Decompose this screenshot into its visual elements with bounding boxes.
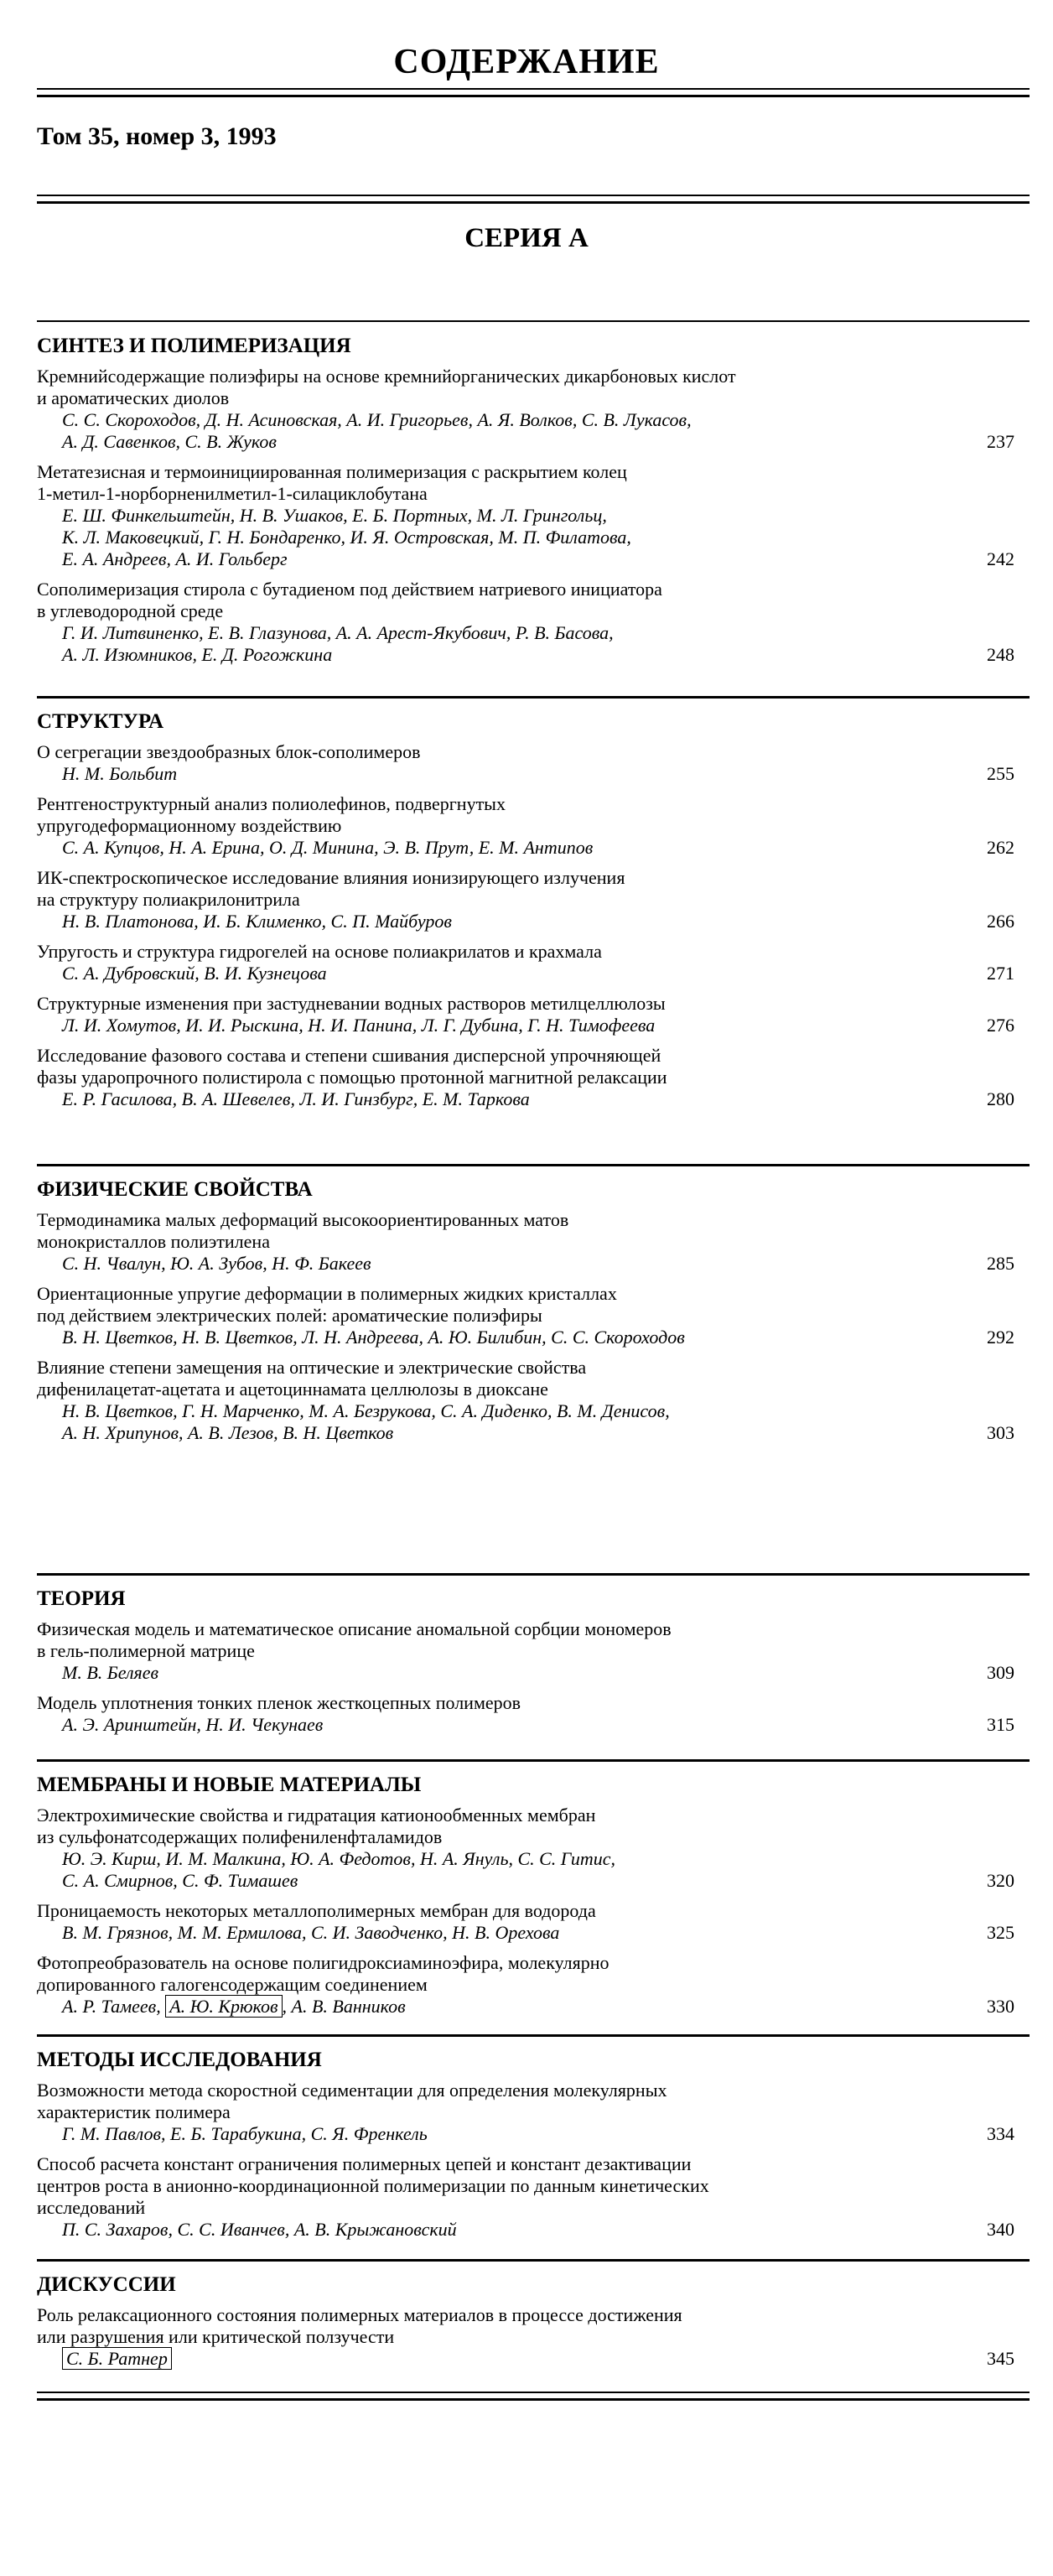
entry-page-number: 280 <box>987 1088 1014 1109</box>
entry-title: Модель уплотнения тонких пленок жесткоцепных полимеров <box>37 1692 521 1713</box>
entry-page-number: 315 <box>987 1714 1014 1735</box>
entry-authors: Н. В. Платонова, И. Б. Клименко, С. П. Майбуров <box>62 911 452 932</box>
series-rule <box>37 320 1030 322</box>
entry-page-number: 340 <box>987 2219 1014 2240</box>
entry-title: Исследование фазового состава и степени сшивания дисперсной упрочняющей фазы ударопрочного полистирола с помощью протонной магнитной релаксации <box>37 1045 667 1088</box>
section-membranes <box>37 1773 1026 2026</box>
entry-page-number: 242 <box>987 548 1014 569</box>
entry-title: Электрохимические свойства и гидратация катионообменных мембран из сульфонатсодержащих полифениленфталамидов <box>37 1805 596 1847</box>
entry-authors: С. А. Дубровский, В. И. Кузнецова <box>62 963 327 984</box>
entry-title: Влияние степени замещения на оптические и электрические свойства дифенилацетат-ацетата и ацетоциннамата целлюлозы в диоксане <box>37 1357 587 1400</box>
section-divider <box>37 1573 1030 1576</box>
section-divider <box>37 2259 1030 2262</box>
entry-page-number: 237 <box>987 431 1014 452</box>
entry-page-number: 266 <box>987 911 1014 932</box>
entry-authors: Е. Ш. Финкельштейн, Н. В. Ушаков, Е. Б. Портных, М. Л. Грингольц, К. Л. Маковецкий, Г. Н. Бондаренко, И. Я. Островская, М. П. Филатова, Е. А. Андреев, А. И. Гольберг <box>62 505 631 569</box>
toc-entry[interactable] <box>37 1692 1026 1736</box>
toc-entry[interactable] <box>37 741 1026 785</box>
toc-entry[interactable] <box>37 1618 1026 1684</box>
entry-page-number: 255 <box>987 763 1014 784</box>
entry-page-number: 334 <box>987 2123 1014 2144</box>
section-divider <box>37 2034 1030 2037</box>
entry-title: О сегрегации звездообразных блок-сополимеров <box>37 741 421 762</box>
entry-authors: С. А. Купцов, Н. А. Ерина, О. Д. Минина, Э. В. Прут, Е. М. Антипов <box>62 837 594 858</box>
section-synthesis <box>37 334 1026 674</box>
entry-title: Сополимеризация стирола с бутадиеном под действием натриевого инициатора в углеводородной среде <box>37 579 662 621</box>
entry-page-number: 309 <box>987 1662 1014 1683</box>
section-divider <box>37 1164 1030 1166</box>
entry-authors: М. В. Беляев <box>62 1662 159 1683</box>
section-structure <box>37 709 1026 1119</box>
entry-page-number: 262 <box>987 837 1014 858</box>
series-title: СЕРИЯ А <box>464 223 589 253</box>
entry-page-number: 325 <box>987 1922 1014 1943</box>
section-title: СИНТЕЗ И ПОЛИМЕРИЗАЦИЯ <box>37 335 351 357</box>
entry-title: Способ расчета констант ограничения полимерных цепей и констант дезактивации центров роста в анионно-координационной полимеризации по данным кинетических исследований <box>37 2153 709 2218</box>
toc-entry[interactable] <box>37 793 1026 859</box>
entry-authors: Г. М. Павлов, Е. Б. Тарабукина, С. Я. Френкель <box>62 2123 428 2144</box>
bottom-rule <box>37 2392 1030 2401</box>
entry-title: Ориентационные упругие деформации в полимерных жидких кристаллах под действием электрических полей: ароматические полиэфиры <box>37 1283 617 1326</box>
entry-page-number: 271 <box>987 963 1014 984</box>
toc-entry[interactable] <box>37 366 1026 453</box>
toc-entry[interactable] <box>37 579 1026 666</box>
entry-authors: П. С. Захаров, С. С. Иванчев, А. В. Крыжановский <box>62 2219 457 2240</box>
entry-authors: В. М. Грязнов, М. М. Ермилова, С. И. Заводченко, Н. В. Орехова <box>62 1922 560 1943</box>
volume-rule <box>37 195 1030 204</box>
toc-entry[interactable] <box>37 2153 1026 2241</box>
entry-page-number: 248 <box>987 644 1014 665</box>
boxed-author-name: С. Б. Ратнер <box>62 2347 172 2370</box>
section-title: МЕМБРАНЫ И НОВЫЕ МАТЕРИАЛЫ <box>37 1774 422 1796</box>
entry-authors: С. С. Скороходов, Д. Н. Асиновская, А. И. Григорьев, А. Я. Волков, С. В. Лукасов, А. Д. Савенков, С. В. Жуков <box>62 409 692 452</box>
toc-entry[interactable] <box>37 1357 1026 1444</box>
entry-authors: Ю. Э. Кирш, И. М. Малкина, Ю. А. Федотов, Н. А. Януль, С. С. Гитис, С. А. Смирнов, С. Ф. Тимашев <box>62 1848 616 1891</box>
entry-title: Физическая модель и математическое описание аномальной сорбции мономеров в гель-полимерной матрице <box>37 1618 672 1661</box>
entry-title: Термодинамика малых деформаций высокоориентированных матов монокристаллов полиэтилена <box>37 1209 569 1252</box>
entry-page-number: 292 <box>987 1327 1014 1348</box>
toc-entry[interactable] <box>37 2304 1026 2370</box>
toc-entry[interactable] <box>37 1900 1026 1944</box>
entry-authors: В. Н. Цветков, Н. В. Цветков, Л. Н. Андреева, А. Ю. Билибин, С. С. Скороходов <box>62 1327 685 1348</box>
toc-entry[interactable] <box>37 867 1026 932</box>
section-theory <box>37 1587 1026 1744</box>
toc-entry[interactable] <box>37 1045 1026 1110</box>
entry-authors: Г. И. Литвиненко, Е. В. Глазунова, А. А. Арест-Якубович, Р. В. Басова, А. Л. Изюмников, Е. Д. Рогожкина <box>62 622 614 665</box>
entry-title: Кремнийсодержащие полиэфиры на основе кремнийорганических дикарбоновых кислот и ароматических диолов <box>37 366 736 408</box>
toc-entry[interactable] <box>37 2080 1026 2145</box>
entry-authors: Л. И. Хомутов, И. И. Рыскина, Н. И. Панина, Л. Г. Дубина, Г. Н. Тимофеева <box>62 1015 656 1036</box>
entry-title: ИК-спектроскопическое исследование влияния ионизирующего излучения на структуру полиакрилонитрила <box>37 867 625 910</box>
entry-authors <box>37 2348 900 2370</box>
section-discussions <box>37 2272 1026 2378</box>
entry-authors: С. Н. Чвалун, Ю. А. Зубов, Н. Ф. Бакеев <box>62 1253 371 1274</box>
entry-title: Проницаемость некоторых металлополимерных мембран для водорода <box>37 1900 596 1921</box>
section-title: ТЕОРИЯ <box>37 1587 126 1610</box>
section-physical-properties <box>37 1177 1026 1452</box>
toc-entry[interactable] <box>37 941 1026 984</box>
entry-page-number: 276 <box>987 1015 1014 1036</box>
section-divider <box>37 696 1030 699</box>
title-rule <box>37 88 1030 97</box>
entry-authors: Е. Р. Гасилова, В. А. Шевелев, Л. И. Гинзбург, Е. М. Таркова <box>62 1088 530 1109</box>
toc-entry[interactable] <box>37 1283 1026 1348</box>
section-title: МЕТОДЫ ИССЛЕДОВАНИЯ <box>37 2049 322 2071</box>
boxed-author-name: А. Ю. Крюков <box>165 1995 282 2018</box>
entry-title: Рентгеноструктурный анализ полиолефинов, подвергнутых упругодеформационному воздействию <box>37 793 506 836</box>
section-research-methods <box>37 2048 1026 2249</box>
toc-entry[interactable] <box>37 1209 1026 1275</box>
entry-page-number: 285 <box>987 1253 1014 1274</box>
entry-title: Метатезисная и термоинициированная полимеризация с раскрытием колец 1-метил-1-норборненилметил-1-силациклобутана <box>37 461 627 504</box>
entry-page-number: 303 <box>987 1422 1014 1443</box>
entry-title: Роль релаксационного состояния полимерных материалов в процессе достижения или разрушения или критической ползучести <box>37 2304 682 2347</box>
entry-page-number: 330 <box>987 1996 1014 2017</box>
section-title: ДИСКУССИИ <box>37 2273 176 2296</box>
entry-title: Фотопреобразователь на основе полигидроксиаминоэфира, молекулярно допированного галогенсодержащим соединением <box>37 1952 609 1995</box>
section-title: ФИЗИЧЕСКИЕ СВОЙСТВА <box>37 1178 313 1201</box>
entry-authors: Н. М. Больбит <box>62 763 178 784</box>
page-title: СОДЕРЖАНИЕ <box>393 43 660 81</box>
toc-entry[interactable] <box>37 1952 1026 2018</box>
entry-authors: А. Р. Тамеев, А. Ю. Крюков , А. В. Ванников <box>62 1996 406 2017</box>
entry-authors: А. Э. Аринштейн, Н. И. Чекунаев <box>62 1714 324 1735</box>
section-title: СТРУКТУРА <box>37 710 164 733</box>
entry-title: Структурные изменения при застудневании водных растворов метилцеллюлозы <box>37 993 666 1014</box>
entry-authors: Н. В. Цветков, Г. Н. Марченко, М. А. Безрукова, С. А. Диденко, В. М. Денисов, А. Н. Хрипунов, А. В. Лезов, В. Н. Цветков <box>62 1400 670 1443</box>
section-divider <box>37 1759 1030 1762</box>
toc-entry[interactable] <box>37 461 1026 570</box>
toc-entry[interactable] <box>37 1805 1026 1892</box>
entry-title: Упругость и структура гидрогелей на основе полиакрилатов и крахмала <box>37 941 602 962</box>
entry-page-number: 345 <box>987 2348 1014 2369</box>
entry-page-number: 320 <box>987 1870 1014 1891</box>
toc-entry[interactable] <box>37 993 1026 1036</box>
volume-issue: Том 35, номер 3, 1993 <box>37 122 277 150</box>
entry-title: Возможности метода скоростной седиментации для определения молекулярных характеристик полимера <box>37 2080 667 2122</box>
